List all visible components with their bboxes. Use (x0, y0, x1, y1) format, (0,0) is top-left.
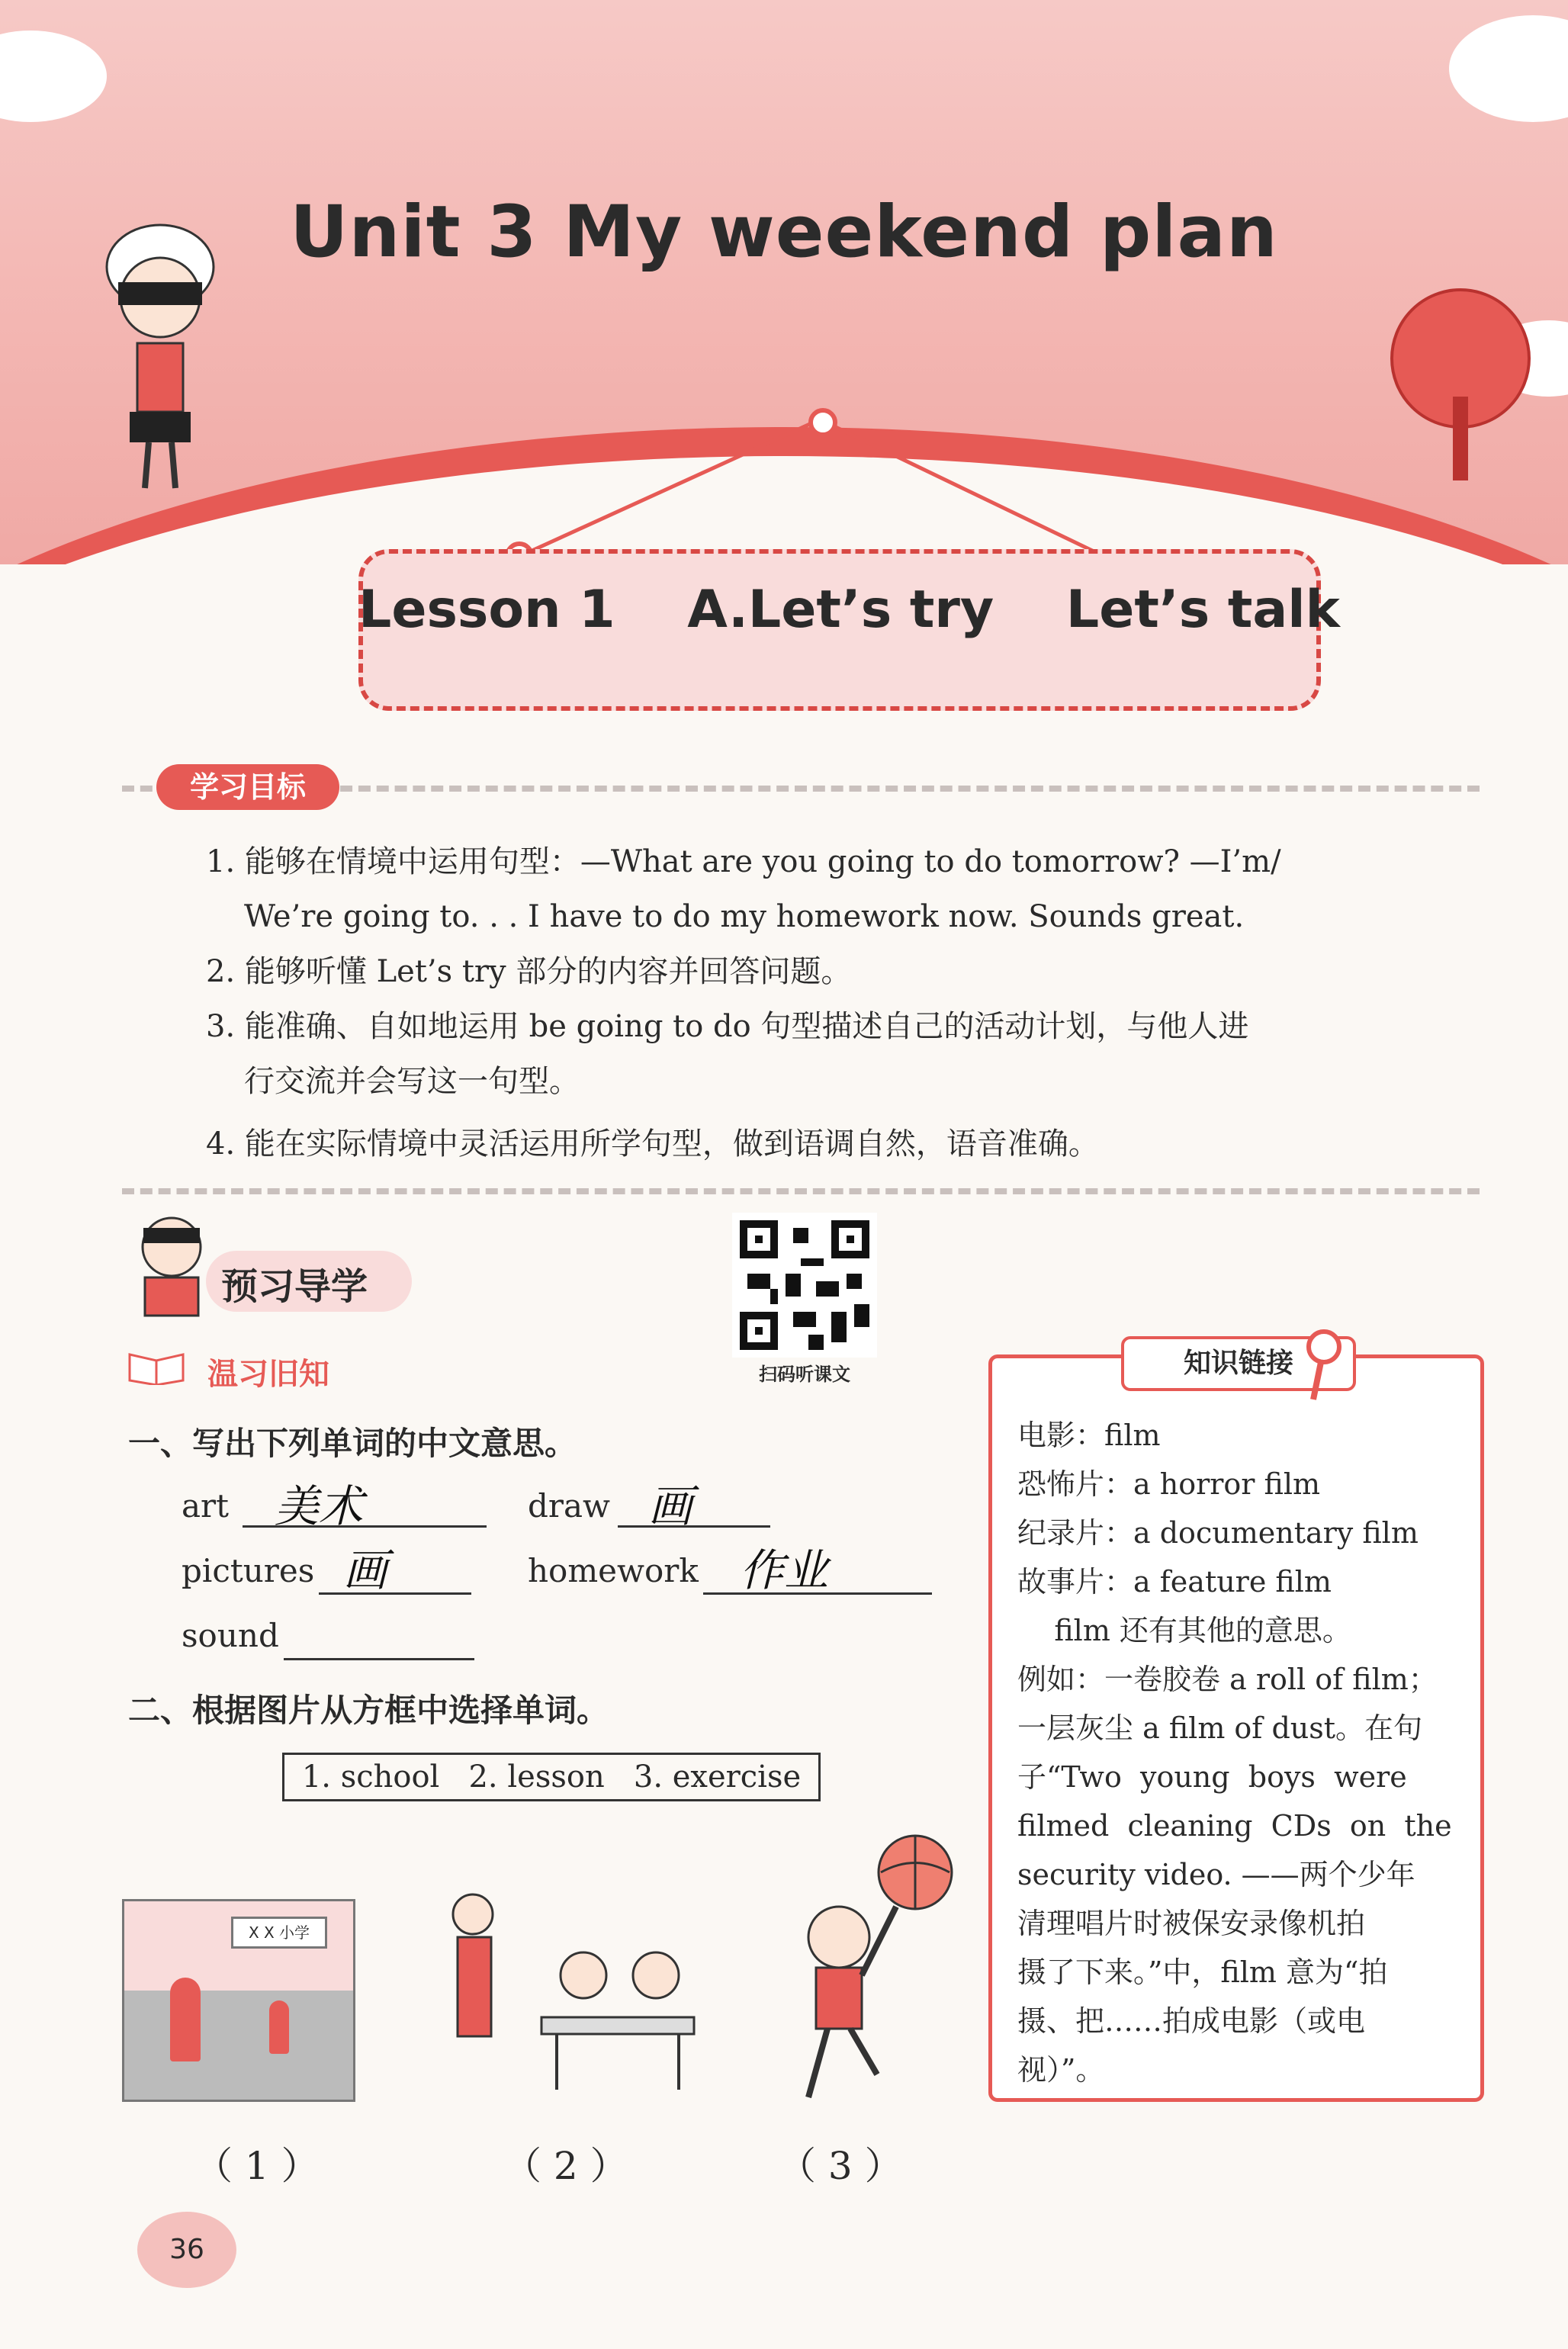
answer-blank[interactable] (319, 1592, 471, 1595)
magnifier-icon (1301, 1327, 1347, 1403)
tree-icon (1373, 282, 1548, 480)
question-2-title: 二、根据图片从方框中选择单词。 (128, 1692, 609, 1729)
cloud-decoration (1449, 15, 1568, 122)
vocab-word: sound (182, 1617, 279, 1654)
vocab-word: pictures (182, 1552, 315, 1589)
answer-blank[interactable] (284, 1658, 474, 1660)
school-picture (122, 1899, 355, 2102)
reading-girl-icon (130, 1213, 214, 1319)
knowledge-line: filmed cleaning CDs on the (1017, 1809, 1452, 1843)
cloud-decoration (0, 31, 107, 122)
handwritten-answer: 画 (343, 1544, 388, 1596)
vocab-word: draw (528, 1487, 610, 1525)
knowledge-line: 故事片：a feature film (1017, 1565, 1332, 1599)
student-figure (170, 1978, 201, 2061)
qr-code-icon[interactable] (732, 1213, 877, 1358)
vocab-word: homework (528, 1552, 699, 1589)
knowledge-line: 电影：film (1017, 1419, 1161, 1452)
school-sign: X X 小学 (231, 1917, 327, 1949)
objective-item: 1. 能够在情境中运用句型：—What are you going to do tomorrow? —I’m/ (206, 844, 1281, 879)
handwritten-answer: 画 (648, 1480, 693, 1532)
knowledge-line: 摄、把……拍成电影（或电 (1017, 2004, 1366, 2038)
page-number: 36 (137, 2212, 236, 2288)
open-book-icon (126, 1347, 187, 1385)
handwritten-answer: 美术 (275, 1480, 364, 1532)
answer-bracket: （ 2 ） (503, 2144, 628, 2188)
answer-bracket: （ 3 ） (778, 2144, 903, 2188)
unit-title: Unit 3 My weekend plan (290, 191, 1278, 274)
answer-blank[interactable] (618, 1525, 770, 1528)
knowledge-line: 纪录片：a documentary film (1017, 1516, 1419, 1550)
knowledge-line: film 还有其他的意思。 (1017, 1614, 1351, 1647)
knowledge-line: 例如：一卷胶卷 a roll of film； (1017, 1663, 1438, 1696)
lesson-picture (427, 1884, 702, 2097)
student-figure (269, 2000, 289, 2054)
knowledge-line: 恐怖片：a horror film (1017, 1467, 1321, 1501)
knowledge-line: security video. ——两个少年 (1017, 1858, 1415, 1891)
knowledge-line: 清理唱片时被保安录像机拍 (1017, 1907, 1366, 1940)
objective-item: 3. 能准确、自如地运用 be going to do 句型描述自己的活动计划，与他人进 (206, 1009, 1249, 1044)
preview-section-title: 预习导学 (221, 1265, 368, 1308)
objective-item: 4. 能在实际情境中灵活运用所学句型，做到语调自然，语音准确。 (206, 1126, 1099, 1162)
objective-item: We’re going to. . . I have to do my homework now. Sounds great. (244, 899, 1245, 934)
lesson-title: Lesson 1 A.Let’s try Let’s talk (358, 580, 1340, 640)
vocab-word: art (182, 1487, 229, 1525)
knowledge-line: 子“Two young boys were (1017, 1760, 1407, 1794)
word-options-box: 1. school 2. lesson 3. exercise (282, 1753, 821, 1801)
objectives-badge: 学习目标 (156, 764, 339, 810)
bead-icon (808, 408, 837, 437)
knowledge-line: 摄了下来。”中，film 意为“拍 (1017, 1955, 1388, 1989)
handwritten-answer: 作业 (740, 1544, 829, 1596)
objective-item: 行交流并会写这一句型。 (244, 1064, 580, 1099)
qr-caption: 扫码听课文 (759, 1364, 850, 1385)
knowledge-line: 一层灰尘 a film of dust。在句 (1017, 1711, 1423, 1745)
exercise-picture (755, 1830, 961, 2105)
answer-bracket: （ 1 ） (194, 2144, 320, 2188)
knowledge-line: 视）”。 (1017, 2053, 1105, 2087)
objective-item: 2. 能够听懂 Let’s try 部分的内容并回答问题。 (206, 954, 852, 989)
review-subsection-title: 温习旧知 (207, 1357, 329, 1392)
question-1-title: 一、写出下列单词的中文意思。 (128, 1425, 577, 1462)
knowledge-link-title: 知识链接 (1121, 1336, 1356, 1391)
